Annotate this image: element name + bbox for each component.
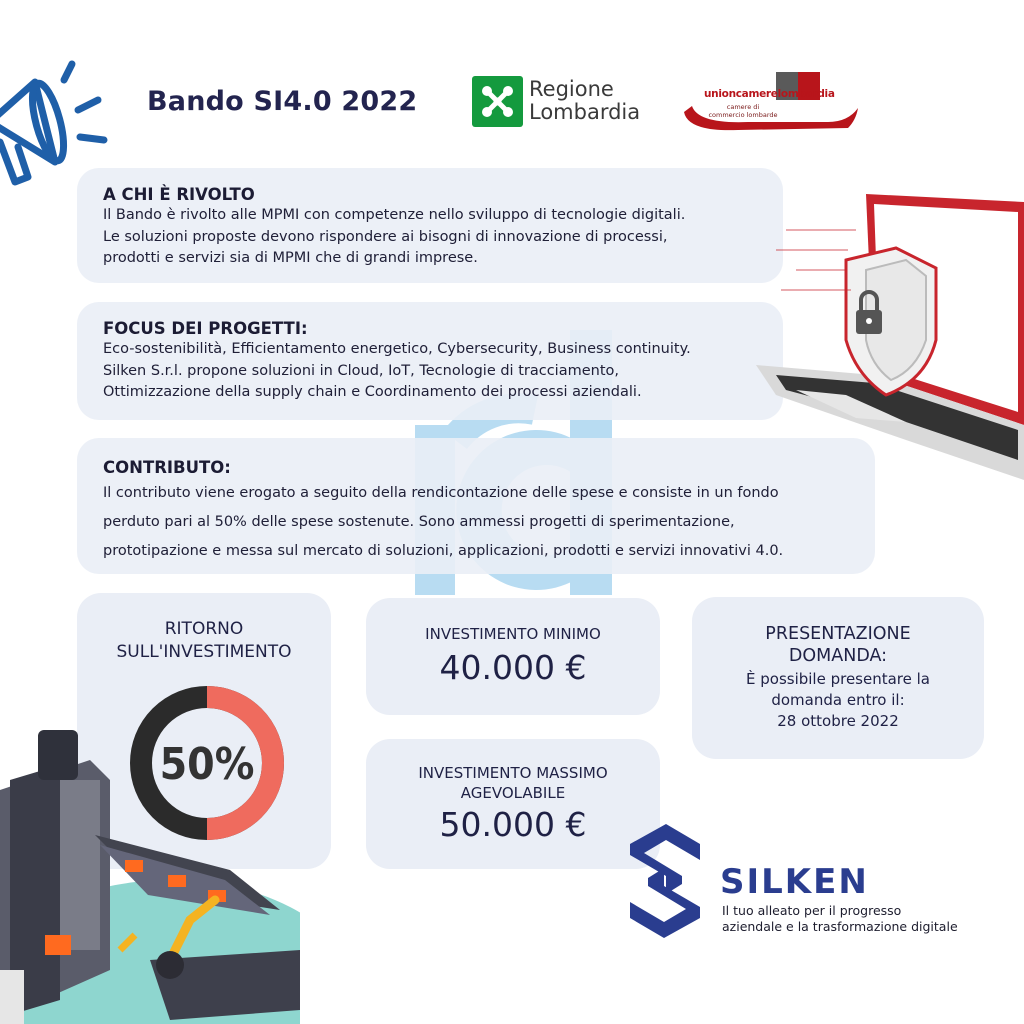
stat-investimento-minimo	[366, 598, 660, 715]
section-heading: CONTRIBUTO:	[103, 458, 231, 477]
section-line: Il Bando è rivolto alle MPMI con competenze nello sviluppo di tecnologie digitali.	[103, 207, 686, 223]
unioncamere-logo	[678, 70, 860, 136]
section-heading: A CHI È RIVOLTO	[103, 185, 255, 204]
min-label: INVESTIMENTO MINIMO	[425, 625, 601, 643]
pres-date: 28 ottobre 2022	[777, 712, 899, 730]
section-line: Il contributo viene erogato a seguito della rendicontazione delle spese e consiste in un fondo	[103, 485, 779, 501]
pres-text-line1: È possibile presentare la	[746, 670, 930, 688]
section-line: perduto pari al 50% delle spese sostenute. Sono ammessi progetti di sperimentazione,	[103, 514, 735, 530]
pres-label-line1: PRESENTAZIONE	[765, 624, 911, 644]
silken-name: SILKEN	[720, 862, 869, 902]
section-rivolto	[77, 168, 783, 283]
roi-label-line1: RITORNO	[164, 619, 244, 639]
section-heading: FOCUS DEI PROGETTI:	[103, 319, 308, 338]
factory-robot-illustration	[0, 720, 300, 1024]
section-line: prodotti e servizi sia di MPMI che di grandi imprese.	[103, 250, 478, 266]
silken-tagline	[722, 903, 958, 935]
section-focus	[77, 302, 783, 420]
silken-logo-mark	[626, 820, 704, 942]
pres-text-line2: domanda entro il:	[771, 691, 905, 709]
max-value: 50.000 €	[439, 805, 587, 844]
regione-line1: Regione	[529, 77, 614, 101]
roi-label-line2: SULL'INVESTIMENTO	[116, 642, 292, 662]
unioncamere-sub: camere di commercio lombarde	[708, 103, 778, 119]
unioncamere-name: unioncamerelombardia	[704, 88, 835, 100]
regione-lombardia-logo	[472, 76, 647, 128]
silken-tagline-line1: Il tuo alleato per il progresso	[722, 903, 902, 918]
section-contributo	[77, 438, 875, 574]
pres-label-line2: DOMANDA:	[788, 646, 888, 666]
regione-lombardia-mark-icon	[472, 76, 523, 127]
stat-investimento-massimo	[366, 739, 660, 869]
section-line: prototipazione e messa sul mercato di soluzioni, applicazioni, prodotti e servizi innovativi 4.0.	[103, 543, 784, 559]
roi-value: 50%	[159, 739, 255, 790]
min-value: 40.000 €	[439, 648, 587, 687]
regione-line2: Lombardia	[529, 100, 641, 124]
stat-presentazione-domanda	[692, 597, 984, 759]
max-label-line1: INVESTIMENTO MASSIMO	[418, 764, 608, 782]
section-line: Eco-sostenibilità, Efficientamento energetico, Cybersecurity, Business continuity.	[103, 341, 691, 357]
section-line: Ottimizzazione della supply chain e Coordinamento dei processi aziendali.	[103, 384, 642, 400]
section-line: Le soluzioni proposte devono rispondere ai bisogni di innovazione di processi,	[103, 228, 668, 245]
max-label-line2: AGEVOLABILE	[460, 784, 566, 802]
silken-tagline-line2: aziendale e la trasformazione digitale	[722, 919, 958, 934]
page-title: Bando SI4.0 2022	[147, 86, 418, 117]
section-line: Silken S.r.l. propone soluzioni in Cloud, IoT, Tecnologie di tracciamento,	[103, 362, 619, 379]
